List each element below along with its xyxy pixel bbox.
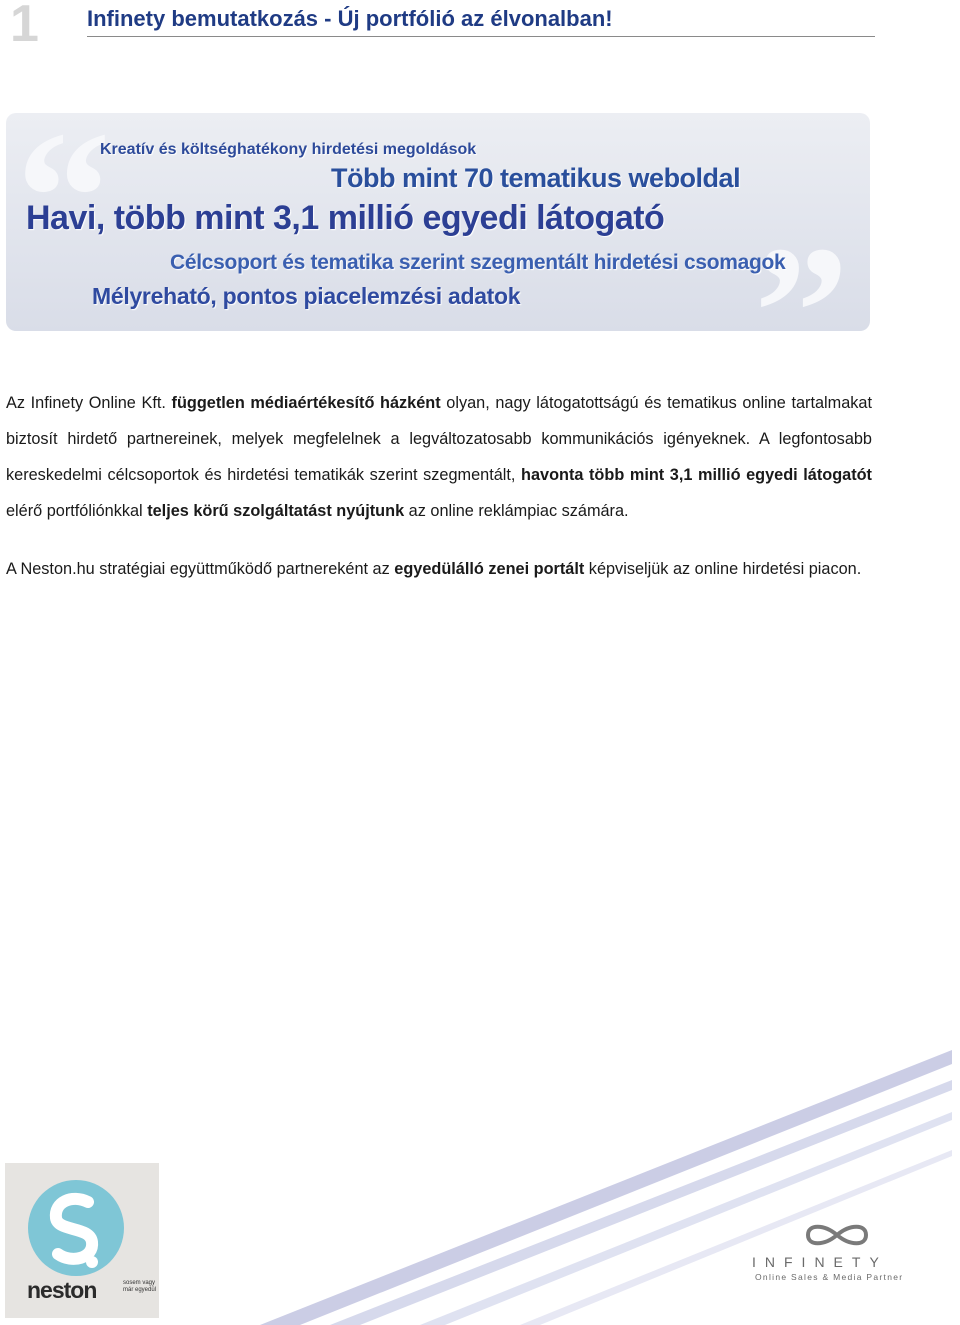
banner-line-visitors: Havi, több mint 3,1 millió egyedi látogató bbox=[26, 199, 665, 237]
page-title: Infinety bemutatkozás - Új portfólió az élvonalban! bbox=[87, 6, 613, 31]
banner-line-segments: Célcsoport és tematika szerint szegmentált hirdetési csomagok bbox=[170, 251, 786, 274]
infinity-symbol-icon bbox=[802, 1220, 872, 1250]
neston-tagline: sosem vagy már egyedül bbox=[123, 1280, 157, 1293]
banner-line-analytics: Mélyreható, pontos piacelemzési adatok bbox=[92, 283, 521, 309]
headline-banner bbox=[6, 113, 870, 331]
page-header bbox=[87, 4, 875, 37]
text-span: Az Infinety Online Kft. bbox=[6, 394, 172, 412]
text-span: képviseljük az online hirdetési piacon. bbox=[584, 560, 862, 578]
neston-s-mark-icon bbox=[28, 1180, 124, 1276]
infinety-tagline: Online Sales & Media Partner bbox=[755, 1272, 904, 1282]
text-span: elérő portfóliónkkal bbox=[6, 502, 148, 520]
body-text bbox=[6, 385, 872, 587]
closing-quote-mark-icon: ” bbox=[754, 208, 849, 331]
text-span: olyan, nagy látogatottságú és tematikus online tartalmakat biztosít hirdető partnereinek, melyek megfelelnek a legváltozatosabb kommunikációs igényeknek. A legfontosabb kereskedelmi célcsoportok és hirdetési tematikák szerint szegmentált, bbox=[6, 394, 872, 484]
page-number: 1 bbox=[10, 0, 39, 53]
text-bold: havonta több mint 3,1 millió egyedi látogatót bbox=[521, 466, 872, 484]
infinety-wordmark: INFINETY bbox=[752, 1254, 888, 1270]
paragraph-intro bbox=[6, 385, 872, 529]
banner-line-creative: Kreatív és költséghatékony hirdetési megoldások bbox=[100, 141, 477, 158]
text-bold: teljes körű szolgáltatást nyújtunk bbox=[147, 502, 405, 520]
text-bold: egyedülálló zenei portált bbox=[394, 560, 585, 578]
text-span: az online reklámpiac számára. bbox=[404, 502, 629, 520]
neston-wordmark: neston bbox=[27, 1277, 97, 1303]
text-span: A Neston.hu stratégiai együttműködő partnereként az bbox=[6, 560, 395, 578]
neston-logo bbox=[5, 1163, 159, 1318]
paragraph-neston bbox=[6, 551, 872, 587]
text-bold: független médiaértékesítő házként bbox=[171, 394, 441, 412]
banner-line-websites: Több mint 70 tematikus weboldal bbox=[331, 163, 741, 193]
infinety-logo bbox=[752, 1218, 922, 1288]
opening-quote-mark-icon: “ bbox=[16, 113, 111, 303]
